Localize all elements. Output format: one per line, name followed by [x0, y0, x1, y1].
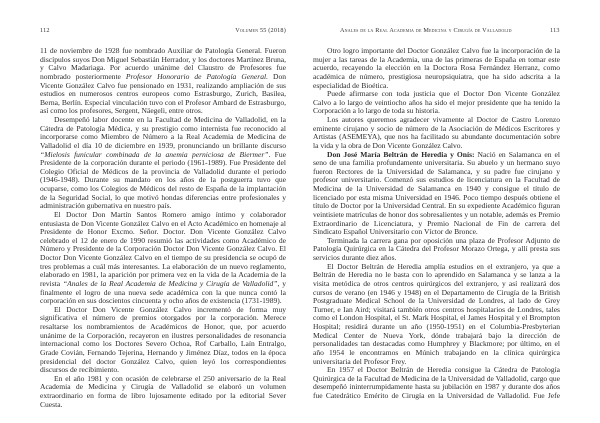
page-number: 112: [40, 27, 50, 34]
paragraph: [40, 116, 286, 211]
running-head: Volumen 55 (2018): [235, 27, 286, 34]
paragraph: Los autores queremos agradecer vivamente al Doctor de Castro Lorenzo eminente cirujano y socio de número de la Asociación de Médicos Escritores y Artistas (ASEMEYA), que nos ha facilitado su abundante documentación sobre la vida y la obra de Don Vicente González Calvo.: [313, 115, 560, 150]
text: 11 de noviembre de 1928 fue nombrado Auxiliar de Patología General. Fueron discípulos suyos Don Miguel Sebastián Herrador, y los doctores Martínez Bruna, y Calvo Madariaga. Por acuerdo unánime del Claustro de Profesores fue nombrado posteriormente: [40, 46, 286, 81]
text: , y finalmente el logro de una nueva sede académica con la que nunca contó la corporación en sus doscientos cincuenta y ocho años de existencia (1731-1989).: [40, 278, 286, 306]
italic-title: “Mielosis funicular combinada de la anemia perniciosa de Biermer”: [40, 149, 269, 159]
paragraph: Puede afirmarse con toda justicia que el Doctor Don Vicente González Calvo a lo largo de veintiocho años ha sido el mejor presidente que ha tenido la Corporación a lo largo de toda su historia.: [313, 89, 560, 116]
paragraph: El Doctor Beltrán de Heredia amplía estudios en el extranjero, ya que a Beltrán de Heredia no le basta con lo aprendido en Salamanca y se lanza a la visita metódica de otros centros quirúrgicos del extranjero, y así realizará dos cursos de verano (en 1946 y 1948) en el Departamento de Cirugía de la British Postgraduate Medical School de la Universidad de Londres, al lado de Grey Turner, e Ian Aird; visitará también otros centros hospitalarios de Londres, tales como el London Hospital, el St. Mark Hospital, el James Hospital y el Brompton Hospital; residirá durante un año (1950-1951) en el Columbia-Presbyterian Medical Center de Nueva York, dónde trabajará bajo la dirección de personalidades tan destacadas como Humphrey y Blackmore; por último, en el año 1954 le encontramos en Múnich trabajando en la clínica quirúrgica universitaria del Profesor Frey.: [313, 261, 560, 366]
bold-name: Don José María Beltrán de Heredia y Onís:: [327, 149, 475, 159]
text: Nació en Salamanca en el seno de una familia profundamente universitaria. Su abuelo y un hermano suyo fueron Rectores de la Universidad de Salamanca, y su padre fue cirujano y profesor universitario. Comenzó sus estudios de licenciatura en la Facultad de Medicina de la Universidad de Salamanca en 1940 y consigue el título de licenciado por esta misma Universidad en 1946. Poco tiempo después obtiene el título de Doctor por la Universidad Central. En su expediente Académico figuran veintisiete matrículas de honor dos sobresalientes y un notable, además es Premio Extraordinario de Licenciatura, y Premio Nacional de Fin de carrera del Sindicato Español Universitario con Víctor de Bronce.: [313, 149, 560, 237]
text: . Fue Presidente de la corporación durante el periodo (1961-1989). Fue Presidente del Colegio Oficial de Médicos de la provincia de Valladolid durante el periodo (1946-1948). Durante su mandato en los años de la postguerra tuvo que ocuparse, como los Colegios de Médicos del resto de España de la implantación de la Seguridad Social, lo que motivó hondas diferencias entre profesionales y administración gubernativa en nuestro país.: [40, 149, 286, 211]
paragraph: En 1957 el Doctor Beltrán de Heredia consigue la Cátedra de Patología Quirúrgica de la Facultad de Medicina de la Universidad de Valladolid, cargo que desempeñó ininterrumpidamente hasta su jubilación en 1987 y durante dos años fue Catedrático Emérito de Cirugía en la Universidad de Valladolid. Fue Jefe: [313, 365, 560, 400]
paragraph: [40, 211, 286, 306]
italic-title: “Anales de la Real Academia de Medicina y Cirugía de Valladolid”: [62, 278, 278, 288]
paragraph: Terminada la carrera gana por oposición una plaza de Profesor Adjunto de Patología Quirúrgica en la Cátedra del Profesor Morazo Ortega, y allí presta sus servicios durante diez años.: [313, 235, 560, 262]
body-text: [40, 47, 286, 409]
paragraph: Otro logro importante del Doctor González Calvo fue la incorporación de la mujer a las tareas de la Academia, una de las primeras de España en tomar este acuerdo, recayendo la elección en la Doctora Rosa Fernández Herranz, como académica de número, prestigiosa neuropsiquiatra, que ha sido adscrita a la especialidad de Bioética.: [313, 46, 560, 90]
paragraph: El Doctor Don Vicente González Calvo incrementó de forma muy significativa el número de premios otorgados por la corporación. Merece resaltarse los nombramientos de Académicos de Honor, que, por acuerdo unánime de la Corporación, recayeron en ilustres personalidades de resonancia internacional como los Doctores Severo Ochoa, Rof Carballo, Laín Entralgo, Grade Covián, Fernando Tejerina, Hernando y Jiménez Díaz, todos en la época presidencial del doctor González Calvo, quien leyó los correspondientes discursos de recibimiento.: [40, 304, 286, 375]
italic-title: Profesor Honorario de Patología General.: [125, 71, 268, 81]
text: El Doctor Don Martín Santos Romero amigo íntimo y colaborador entusiasta de Don Vicente González Calvo en el Acto Académico en homenaje al Presidente de Honor Excmo. Señor. Doctor. Don Vicente González Calvo celebrado el 12 de enero de 1990 resumió las actividades como Académico de Número y Presidente de la Corporación Doctor Don Vicente González Calvo. El Doctor Don Vicente González Calvo en el tiempo de su presidencia se ocupó de tres problemas a cuál más interesantes. La elaboración de un nuevo reglamento, elaborado en 1981, la aparición por primera vez en la vida de la Academia de la revista: [40, 209, 286, 288]
body-text: [313, 47, 560, 401]
right-page: [300, 0, 600, 423]
text: Don Vicente González Calvo fue pensionado en 1931, realizando ampliación de sus estudios en numerosos centros europeos como Estrasburgo, Zurich, Basilea, Berna, Berlín. Especial vinculación tuvo con el Profesor Ambard de Estrasburgo, así como los profesores, Sergent, Näegeli, entre otros.: [40, 71, 286, 116]
page-number: 113: [550, 27, 560, 34]
paragraph: [313, 151, 560, 237]
text: Desempeñó labor docente en la Facultad de Medicina de Valladolid, en la Cátedra de Patología Médica, y su prestigio como internista fue reconocido al incorporarse como Miembro de Número a la Real Academia de Medicina de Valladolid el día 10 de diciembre en 1939, pronunciando un brillante discurso: [40, 115, 286, 150]
running-head: Anales de la Real Academia de Medicina y Cirugía de Valladolid: [340, 27, 512, 34]
paragraph: En el año 1981 y con ocasión de celebrarse el 250 aniversario de la Real Academia de Medicina y Cirugía de Valladolid se elaboró un volumen extraordinario en forma de libro lujosamente editado por la editorial Sever Cuesta.: [40, 373, 286, 409]
paragraph: [40, 47, 286, 116]
